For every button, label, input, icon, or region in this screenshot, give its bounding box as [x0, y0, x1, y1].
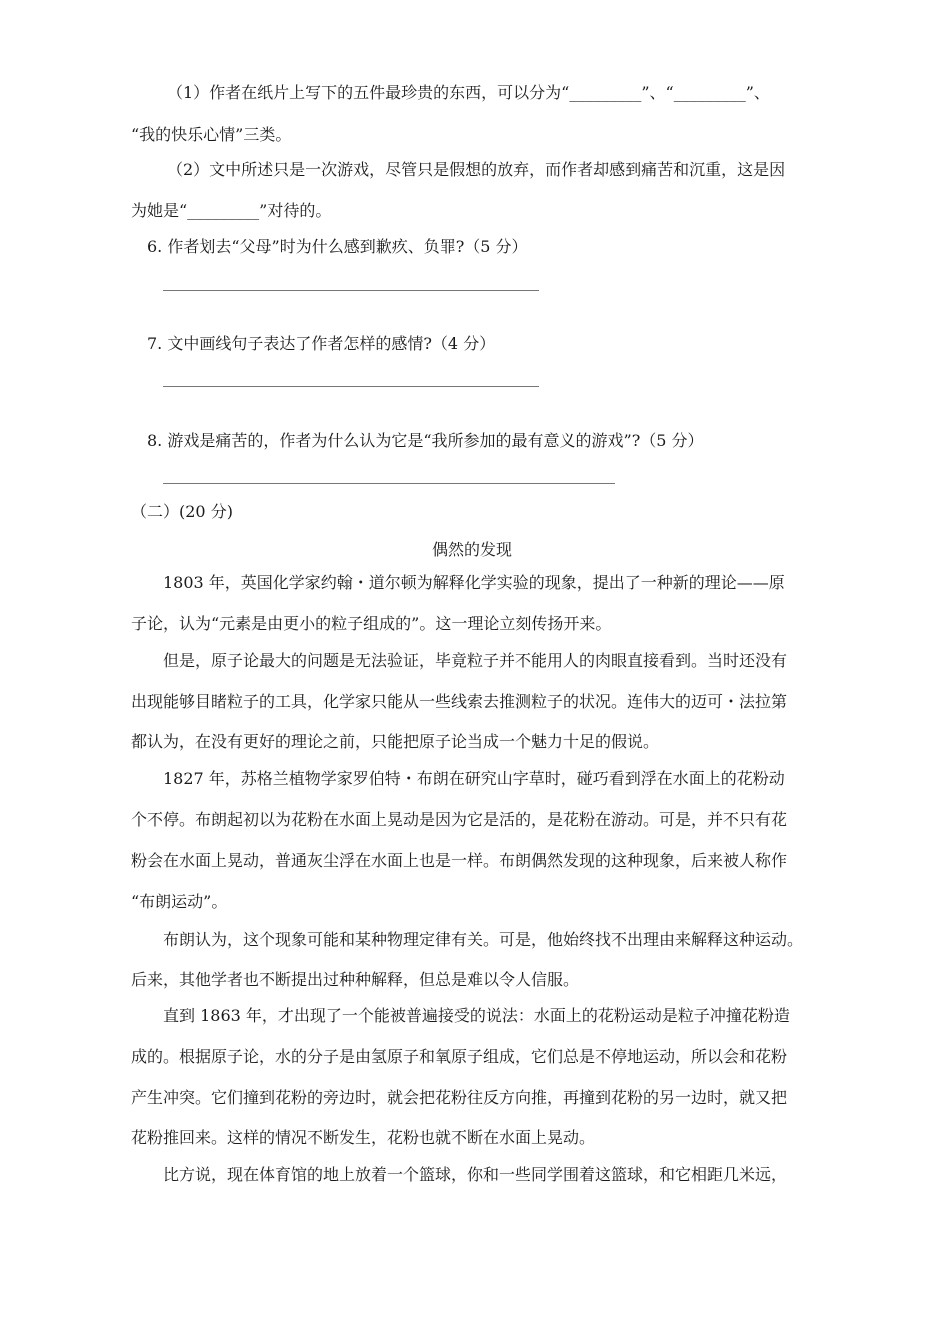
paragraph-line: 1803 年，英国化学家约翰・道尔顿为解释化学实验的现象，提出了一种新的理论——原: [163, 573, 785, 592]
paragraph-line: 花粉推回来。这样的情况不断发生，花粉也就不断在水面上晃动。: [131, 1128, 596, 1147]
question-8: 8. 游戏是痛苦的，作者为什么认为它是“我所参加的最有意义的游戏”?（5 分）: [147, 431, 704, 450]
q5-sub2-line2: 为她是“_________”对待的。: [131, 201, 332, 220]
paragraph-line: 比方说，现在体育馆的地上放着一个篮球，你和一些同学围着这篮球，和它相距几米远，: [163, 1165, 788, 1184]
paragraph-line: 粉会在水面上晃动，普通灰尘浮在水面上也是一样。布朗偶然发现的这种现象，后来被人称作: [131, 851, 788, 870]
paragraph-line: 产生冲突。它们撞到花粉的旁边时，就会把花粉往反方向推，再撞到花粉的另一边时，就又把: [131, 1088, 788, 1107]
answer-line-7: [163, 386, 539, 387]
paragraph-line: 都认为，在没有更好的理论之前，只能把原子论当成一个魅力十足的假说。: [131, 732, 660, 751]
paragraph-line: 子论，认为“元素是由更小的粒子组成的”。这一理论立刻传扬开来。: [131, 614, 612, 633]
paragraph-line: “布朗运动”。: [131, 892, 228, 911]
q5-sub2-line1: （2）文中所述只是一次游戏，尽管只是假想的放弃，而作者却感到痛苦和沉重，这是因: [167, 160, 786, 179]
answer-line-6: [163, 290, 539, 291]
paragraph-line: 但是，原子论最大的问题是无法验证，毕竟粒子并不能用人的肉眼直接看到。当时还没有: [163, 651, 788, 670]
paragraph-line: 后来，其他学者也不断提出过种种解释，但总是难以令人信服。: [131, 970, 580, 989]
question-6: 6. 作者划去“父母”时为什么感到歉疚、负罪?（5 分）: [147, 237, 528, 256]
answer-line-8: [163, 483, 615, 484]
paragraph-line: 个不停。布朗起初以为花粉在水面上晃动是因为它是活的，是花粉在游动。可是，并不只有花: [131, 810, 788, 829]
paragraph-line: 出现能够目睹粒子的工具，化学家只能从一些线索去推测粒子的状况。连伟大的迈可・法拉第: [131, 692, 788, 711]
paragraph-line: 成的。根据原子论，水的分子是由氢原子和氧原子组成，它们总是不停地运动，所以会和花粉: [131, 1047, 788, 1066]
section-heading: （二）(20 分): [131, 502, 233, 521]
q5-sub1-line2: “我的快乐心情”三类。: [131, 125, 292, 144]
paragraph-line: 直到 1863 年，才出现了一个能被普遍接受的说法：水面上的花粉运动是粒子冲撞花粉造: [163, 1006, 790, 1025]
paragraph-line: 1827 年，苏格兰植物学家罗伯特・布朗在研究山字草时，碰巧看到浮在水面上的花粉动: [163, 769, 785, 788]
paragraph-line: 布朗认为，这个现象可能和某种物理定律有关。可是，他始终找不出理由来解释这种运动。: [163, 930, 804, 949]
question-7: 7. 文中画线句子表达了作者怎样的感情?（4 分）: [147, 334, 496, 353]
article-title: 偶然的发现: [432, 540, 513, 559]
q5-sub1-line1: （1）作者在纸片上写下的五件最珍贵的东西，可以分为“_________”、“_________”、: [167, 83, 770, 102]
